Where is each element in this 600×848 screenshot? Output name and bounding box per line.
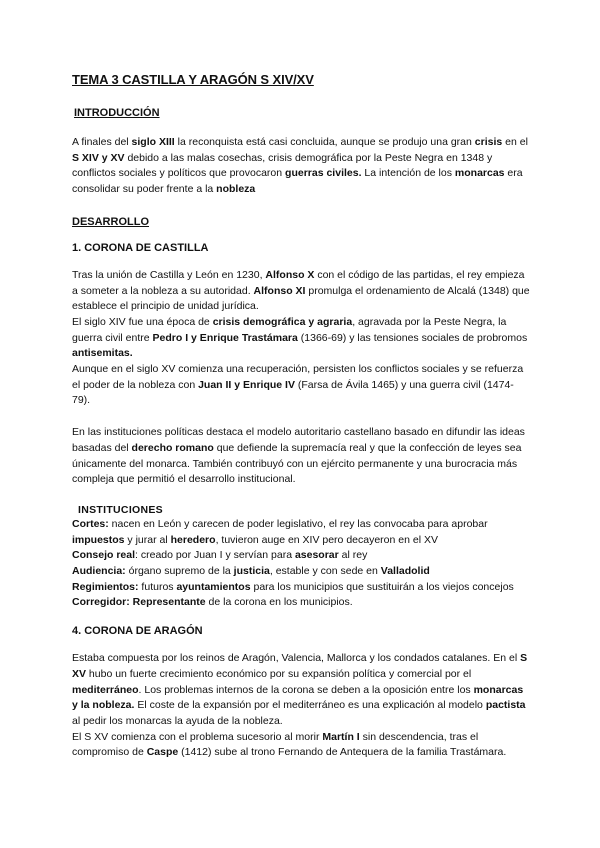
institution-item: Audiencia: órgano supremo de la justicia, estable y con sede en Valladolid bbox=[72, 565, 430, 578]
bold-term: Caspe bbox=[146, 746, 179, 759]
castilla-paragraph-3: Aunque en el siglo XV comienza una recuperación, persisten los conflictos sociales y se refuerza el poder de la nobleza con Juan II y Enrique IV (Farsa de Ávila 1465) y una guerra civil (1474-79). bbox=[72, 363, 524, 407]
bold-term: Valladolid bbox=[380, 565, 430, 578]
bold-term: Corregidor: Representante bbox=[72, 596, 206, 609]
intro-paragraph: A finales del siglo XIII la reconquista está casi concluida, aunque se produjo una gran crisis en el S XIV y XV debido a las malas cosechas, crisis demográfica por la Peste Negra en 1348 y conflictos sociales y políticos que provocaron guerras civiles. La intención de los monarcas era consolidar su poder frente a la nobleza bbox=[72, 136, 528, 196]
document-page bbox=[72, 72, 530, 761]
institution-item: Cortes: nacen en León y carecen de poder legislativo, el rey las convocaba para aprobar impuestos y jurar al heredero, tuvieron auge en XIV pero decayeron en el XV bbox=[72, 517, 488, 546]
castilla-paragraph-2: El siglo XIV fue una época de crisis demográfica y agraria, agravada por la Peste Negra, la guerra civil entre Pedro I y Enrique Trastámara (1366-69) y las tensiones sociales de probromos antisemitas. bbox=[72, 315, 528, 360]
intro-heading: INTRODUCCIÓN bbox=[74, 107, 160, 119]
bold-term: monarcas bbox=[454, 167, 505, 180]
bold-term: Pedro I y Enrique Trastámara bbox=[152, 331, 298, 344]
bold-term: justicia bbox=[233, 565, 270, 578]
bold-term: Alfonso XI bbox=[253, 284, 306, 297]
institution-item: Consejo real: creado por Juan I y servían para asesorar al rey bbox=[72, 549, 368, 562]
institution-item: Corregidor: Representante de la corona en los municipios. bbox=[72, 596, 353, 609]
bold-term: siglo XIII bbox=[131, 136, 175, 148]
castilla-paragraph-4: En las instituciones políticas destaca el modelo autoritario castellano basado en difundir las ideas basadas del derecho romano que defiende la supremacía real y que la confección de leyes sea únicamente del monarca. También contribuyó con un ejército permanente y una burocracia más compleja que permitió el desarrollo institucional. bbox=[72, 426, 525, 486]
bold-term: heredero bbox=[170, 533, 216, 546]
bold-term: ayuntamientos bbox=[176, 580, 251, 593]
bold-term: crisis bbox=[474, 136, 503, 148]
castilla-paragraph-1: Tras la unión de Castilla y León en 1230, Alfonso X con el código de las partidas, el rey empieza a someter a la nobleza a su autoridad. Alfonso XI promulga el ordenamiento de Alcalá (1348) que establece el principio de unidad jurídica. bbox=[72, 268, 530, 313]
bold-term: Cortes: bbox=[72, 517, 109, 530]
institution-item: Regimientos: futuros ayuntamientos para los municipios que sustituirán a los viejos concejos bbox=[72, 580, 514, 593]
aragon-heading: 4. CORONA DE ARAGÓN bbox=[72, 625, 203, 638]
bold-term: monarcas y la nobleza. bbox=[72, 683, 524, 712]
bold-term: guerras civiles. bbox=[285, 167, 362, 180]
bold-term: mediterráneo bbox=[72, 683, 139, 696]
aragon-paragraph-1: Estaba compuesta por los reinos de Aragón, Valencia, Mallorca y los condados catalanes. En el S XV hubo un fuerte crecimiento económico por su expansión política y comercial por el mediterráneo. Los problemas internos de la corona se deben a la oposición entre los monarcas y la nobleza. El coste de la expansión por el mediterráneo es una explicación al modelo pactista al pedir los monarcas la ayuda de la nobleza. bbox=[72, 652, 528, 727]
bold-term: S XV bbox=[72, 652, 528, 680]
bold-term: Martín I bbox=[322, 730, 360, 743]
bold-term: antisemitas. bbox=[72, 347, 133, 360]
bold-term: S XIV y XV bbox=[72, 151, 125, 164]
bold-term: Alfonso X bbox=[265, 268, 315, 281]
bold-term: impuestos bbox=[72, 533, 125, 546]
bold-term: asesorar bbox=[294, 549, 339, 562]
castilla-heading: 1. CORONA DE CASTILLA bbox=[72, 241, 209, 254]
institutions-heading: INSTITUCIONES bbox=[78, 503, 163, 516]
bold-term: pactista bbox=[485, 699, 526, 712]
development-heading: DESARROLLO bbox=[72, 215, 149, 228]
bold-term: Juan II y Enrique IV bbox=[198, 378, 295, 391]
bold-term: Regimientos: bbox=[72, 580, 139, 593]
document-title: TEMA 3 CASTILLA Y ARAGÓN S XIV/XV bbox=[72, 72, 314, 87]
bold-term: nobleza bbox=[216, 183, 256, 196]
bold-term: crisis demográfica y agraria bbox=[212, 315, 353, 328]
bold-term: Consejo real bbox=[72, 549, 136, 562]
bold-term: derecho romano bbox=[131, 441, 214, 454]
aragon-paragraph-2: El S XV comienza con el problema sucesorio al morir Martín I sin descendencia, tras el compromiso de Caspe (1412) sube al trono Fernando de Antequera de la familia Trastámara. bbox=[72, 730, 507, 759]
bold-term: Audiencia: bbox=[72, 565, 126, 578]
